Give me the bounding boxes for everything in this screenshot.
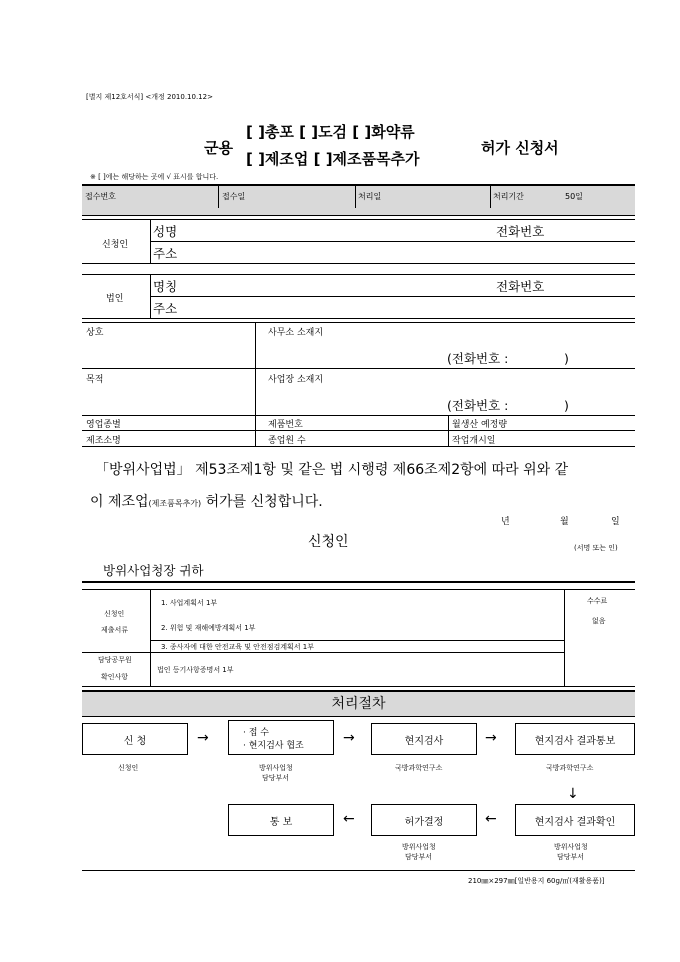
business-type-label: 영업종별 bbox=[86, 420, 121, 430]
step-inspect-label: 현지검사 bbox=[404, 735, 444, 747]
arrow-left-icon: ← bbox=[343, 811, 355, 827]
applicant-address-label: 주소 bbox=[153, 246, 178, 261]
form-reference: [별지 제12호서식] <개정 2010.10.12> bbox=[86, 93, 213, 101]
title-line-2: [ ]제조업 [ ]제조품목추가 bbox=[246, 150, 420, 168]
who-inspect: 국방과학연구소 bbox=[395, 764, 443, 772]
factory-name-label: 제조소명 bbox=[86, 436, 121, 446]
signer-label: 신청인 bbox=[308, 534, 349, 550]
employee-count-label: 종업원 수 bbox=[268, 436, 306, 446]
process-header bbox=[82, 690, 635, 716]
corporation-address-label: 주소 bbox=[153, 301, 178, 316]
step-decide-box bbox=[371, 804, 477, 836]
step-notice-label: 통 보 bbox=[269, 816, 293, 828]
who-receive-2: 담당부서 bbox=[262, 774, 290, 782]
fee-label: 수수료 bbox=[587, 597, 608, 605]
step-notify-result-label: 현지검사 결과통보 bbox=[534, 735, 616, 747]
step-apply-box bbox=[82, 723, 188, 755]
who-confirm-2: 담당부서 bbox=[557, 853, 585, 861]
product-number-label: 제품번호 bbox=[268, 420, 303, 430]
step-receive-box bbox=[228, 720, 334, 755]
step-notify-result-box bbox=[515, 723, 635, 755]
official-label-2: 확인사항 bbox=[101, 673, 129, 681]
title-line-1: [ ]총포 [ ]도검 [ ]화약류 bbox=[246, 123, 415, 141]
purpose-label: 목적 bbox=[86, 375, 104, 385]
official-label-1: 담당공무원 bbox=[98, 656, 132, 664]
process-period-label: 처리기간 bbox=[493, 192, 524, 201]
applicant-phone-label: 전화번호 bbox=[496, 224, 545, 239]
date-month-label: 월 bbox=[560, 517, 569, 527]
office-location-label: 사무소 소재지 bbox=[268, 328, 324, 338]
who-decide-1: 방위사업청 bbox=[402, 843, 436, 851]
submit-docs-label-2: 제출서류 bbox=[101, 626, 129, 634]
office-phone-label: (전화번호 : ) bbox=[447, 351, 569, 366]
who-apply: 신청인 bbox=[118, 764, 139, 772]
arrow-down-icon: ↓ bbox=[567, 786, 579, 802]
receipt-number-label: 접수번호 bbox=[85, 192, 116, 201]
who-confirm-1: 방위사업청 bbox=[554, 843, 588, 851]
start-date-label: 작업개시일 bbox=[452, 436, 496, 446]
corporation-name-label: 명칭 bbox=[153, 279, 178, 294]
who-receive-1: 방위사업청 bbox=[259, 764, 293, 772]
statement-line-2-end: 허가를 신청합니다. bbox=[201, 494, 323, 510]
applicant-name-label: 성명 bbox=[153, 224, 178, 239]
step-notice-box bbox=[228, 804, 334, 836]
fee-value: 없음 bbox=[592, 617, 606, 625]
applicant-section-label: 신청인 bbox=[102, 240, 129, 250]
statement-line-2-start: 이 제조업 bbox=[90, 494, 149, 510]
step-confirm-label: 현지검사 결과확인 bbox=[534, 816, 616, 828]
document-item-2: 2. 위험 및 재해예방계획서 1부 bbox=[161, 624, 256, 632]
process-period-value: 50일 bbox=[565, 192, 583, 201]
workplace-location-label: 사업장 소재지 bbox=[268, 375, 324, 385]
check-note: ※ [ ]에는 해당하는 곳에 √ 표시를 합니다. bbox=[90, 173, 219, 181]
workplace-phone-label: (전화번호 : ) bbox=[447, 398, 569, 413]
who-decide-2: 담당부서 bbox=[405, 853, 433, 861]
step-inspect-box bbox=[371, 723, 477, 755]
title-prefix: 군용 bbox=[204, 139, 233, 157]
arrow-left-icon: ← bbox=[485, 811, 497, 827]
step-receive-label-2: · 현지검사 협조 bbox=[243, 740, 304, 751]
document-item-1: 1. 사업계획서 1부 bbox=[161, 599, 218, 607]
monthly-production-label: 월생산 예정량 bbox=[452, 420, 508, 430]
official-item: 법인 등기사항증명서 1부 bbox=[157, 666, 234, 674]
step-confirm-box bbox=[515, 804, 635, 836]
step-receive-label-1: · 접 수 bbox=[243, 727, 269, 738]
date-day-label: 일 bbox=[611, 517, 620, 527]
who-notify: 국방과학연구소 bbox=[546, 764, 594, 772]
document-item-3: 3. 종사자에 대한 안전교육 및 안전점검계획서 1부 bbox=[161, 643, 314, 651]
recipient-label: 방위사업청장 귀하 bbox=[103, 563, 204, 578]
step-apply-label: 신 청 bbox=[123, 735, 147, 747]
process-header-label: 처리절차 bbox=[331, 696, 386, 712]
trade-name-label: 상호 bbox=[86, 328, 104, 338]
arrow-right-icon: → bbox=[485, 730, 497, 746]
sign-note: (서명 또는 인) bbox=[574, 544, 618, 552]
statement-line-2-small: (제조품목추가) bbox=[148, 499, 202, 508]
corporation-phone-label: 전화번호 bbox=[496, 279, 545, 294]
statement-line-2 bbox=[90, 491, 323, 511]
statement-line-1: 「방위사업법」 제53조제1항 및 같은 법 시행령 제66조제2항에 따라 위와 같 bbox=[95, 462, 569, 478]
paper-spec: 210㎜×297㎜[일반용지 60g/㎡(재활용품)] bbox=[468, 877, 605, 885]
submit-docs-label-1: 신청인 bbox=[104, 610, 125, 618]
process-date-label: 처리일 bbox=[358, 192, 382, 201]
arrow-right-icon: → bbox=[197, 730, 209, 746]
step-decide-label: 허가결정 bbox=[404, 816, 444, 828]
date-year-label: 년 bbox=[501, 517, 510, 527]
receipt-date-label: 접수일 bbox=[222, 192, 246, 201]
title-suffix: 허가 신청서 bbox=[481, 139, 559, 157]
arrow-right-icon: → bbox=[343, 730, 355, 746]
corporation-section-label: 법인 bbox=[106, 294, 124, 304]
